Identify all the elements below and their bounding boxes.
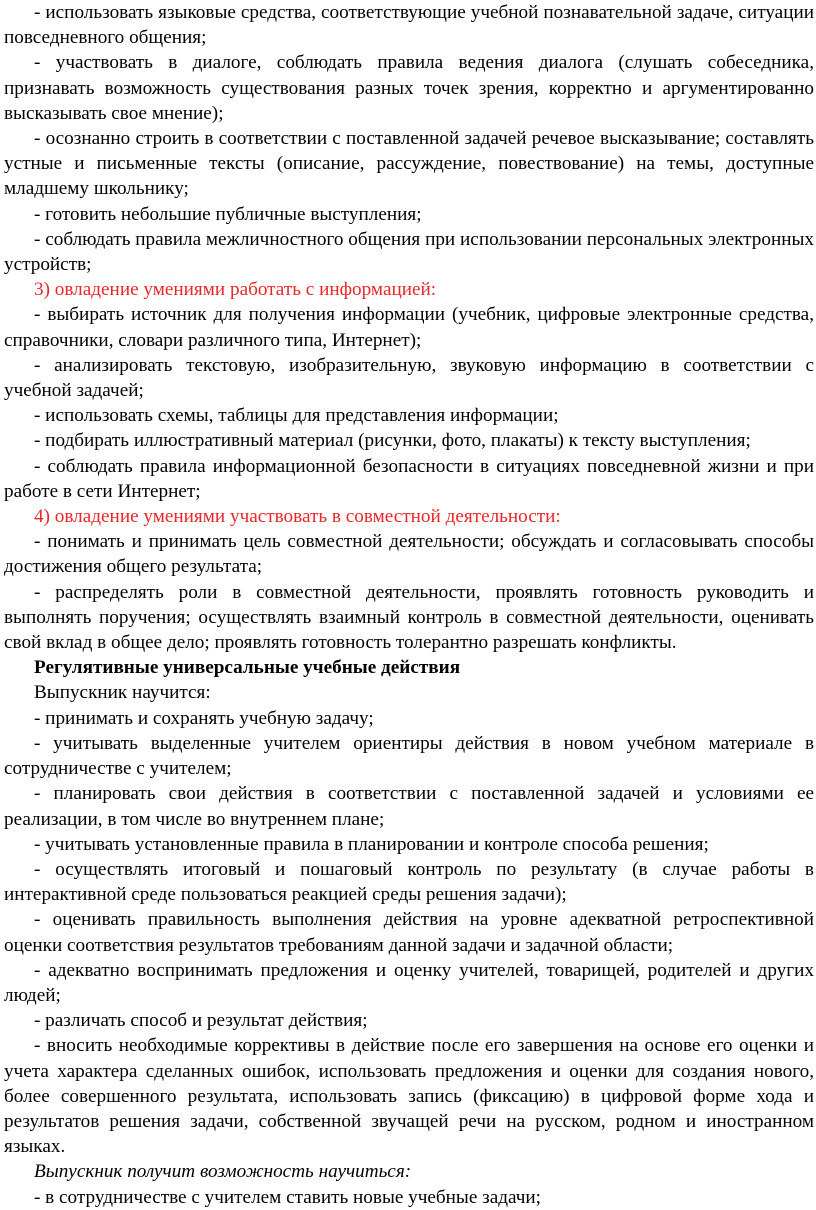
list-item: - выбирать источник для получения информации (учебник, цифровые электронные средства, справочники, словари различного типа, Интернет); (4, 304, 814, 351)
list-item: - участвовать в диалоге, соблюдать правила ведения диалога (слушать собеседника, признавать возможность существования разных точек зрения, корректно и аргументированно высказывать свое мнение); (4, 52, 814, 124)
list-item: - соблюдать правила информационной безопасности в ситуациях повседневной жизни и при работе в сети Интернет; (4, 455, 814, 502)
list-item: - учитывать выделенные учителем ориентиры действия в новом учебном материале в сотрудничестве с учителем; (4, 732, 814, 780)
list-item: - использовать схемы, таблицы для представления информации; (34, 405, 559, 427)
list-item: - вносить необходимые коррективы в действие после его завершения на основе его оценки и учета характера сделанных ошибок, использовать предложения и оценки для создания нового, более совершенного результата, использовать запись (фиксацию) в цифровой форме хода и результатов решения задачи, собственной звучащей речи на русском, родном и иностранном языках. (4, 1035, 814, 1158)
subheading-information-skills: 3) овладение умениями работать с информацией: (34, 279, 437, 301)
list-item: - использовать языковые средства, соответствующие учебной познавательной задаче, ситуации повседневного общения; (4, 2, 814, 49)
opportunity-line: Выпускник получит возможность научиться: (34, 1161, 412, 1183)
list-item: - готовить небольшие публичные выступления; (34, 203, 422, 225)
list-item: - оценивать правильность выполнения действия на уровне адекватной ретроспективной оценки соответствия результатов требованиям данной задачи и задачной области; (4, 909, 814, 956)
list-item: - различать способ и результат действия; (34, 1010, 368, 1032)
subheading-joint-activity: 4) овладение умениями участвовать в совместной деятельности: (34, 506, 561, 528)
list-item: - осуществлять итоговый и пошаговый контроль по результату (в случае работы в интерактивной среде пользоваться реакцией среды решения задачи); (4, 858, 814, 906)
list-item: - планировать свои действия в соответствии с поставленной задачей и условиями ее реализации, в том числе во внутреннем плане; (4, 783, 814, 830)
list-item: - в сотрудничестве с учителем ставить новые учебные задачи; (34, 1186, 541, 1208)
document-page (4, 0, 814, 1210)
list-item: - распределять роли в совместной деятельности, проявлять готовность руководить и выполнять поручения; осуществлять взаимный контроль в совместной деятельности, оценивать свой вклад в общее дело; проявлять готовность толерантно разрешать конфликты. (4, 581, 814, 654)
section-title: Регулятивные универсальные учебные действия (34, 657, 461, 679)
list-item: - анализировать текстовую, изобразительную, звуковую информацию в соответствии с учебной задачей; (4, 354, 814, 402)
list-item: - принимать и сохранять учебную задачу; (34, 707, 374, 729)
list-item: - учитывать установленные правила в планировании и контроле способа решения; (34, 833, 709, 855)
list-item: - подбирать иллюстративный материал (рисунки, фото, плакаты) к тексту выступления; (34, 430, 751, 452)
list-item: - осознанно строить в соответствии с поставленной задачей речевое высказывание; составлять устные и письменные тексты (описание, рассуждение, повествование) на темы, доступные младшему школьнику; (4, 128, 814, 200)
list-item: - адекватно воспринимать предложения и оценку учителей, товарищей, родителей и других людей; (4, 959, 814, 1006)
graduate-line: Выпускник научится: (34, 682, 211, 704)
list-item: - понимать и принимать цель совместной деятельности; обсуждать и согласовывать способы достижения общего результата; (4, 531, 814, 578)
list-item: - соблюдать правила межличностного общения при использовании персональных электронных устройств; (4, 228, 814, 276)
